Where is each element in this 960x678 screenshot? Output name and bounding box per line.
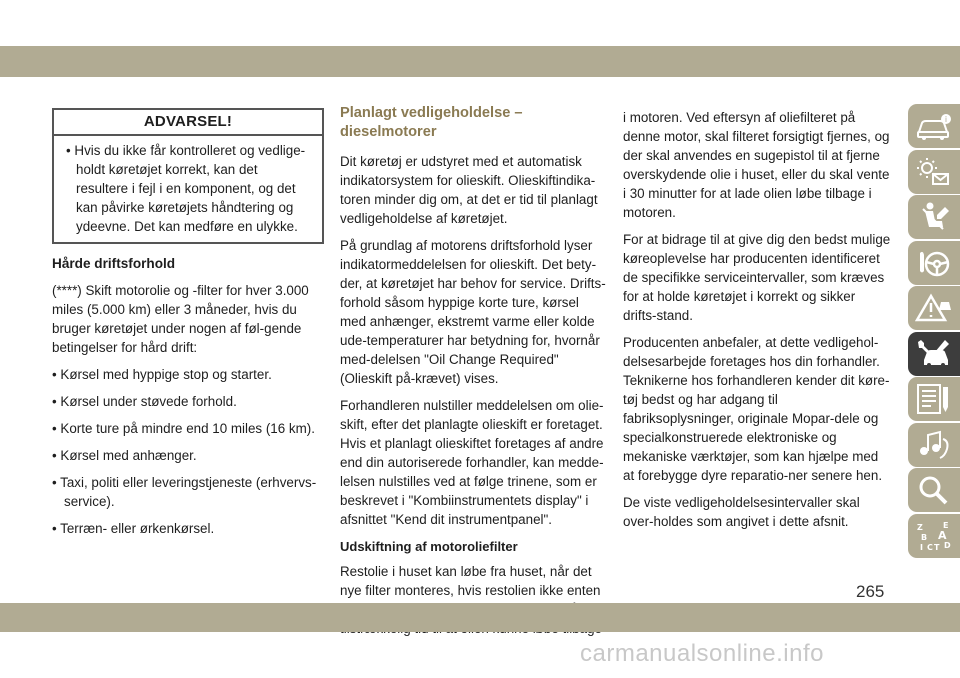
paragraph: De viste vedligeholdelsesintervaller skal over-holdes som angivet i dette afsnit. (623, 495, 860, 529)
paragraph: På grundlag af motorens driftsforhold lyser indikatormeddelelsen for olieskift. Det bety-der, at køretøjet har behov for service. Drifts-forhold såsom hyppige korte ture, kørsel med anhænger, ekstremt varme eller kolde ude-temperaturer har betydning for, hvornår med-delelsen "Oil Change Required" (Olieskift på-krævet) vises. (340, 238, 606, 386)
tab-car-info[interactable] (908, 104, 960, 148)
top-band (0, 46, 960, 77)
steering-wheel-icon (915, 247, 953, 279)
tab-multimedia[interactable] (908, 423, 960, 467)
column-middle (340, 105, 608, 646)
paragraph: Forhandleren nulstiller meddelelsen om olie-skift, efter det planlagte olieskift er foretaget. Hvis et planlagt olieskiftet foretages af andre end din autoriserede forhandler, kan medde-lelsen nulstilles ved at følge trinene, som er beskrevet i "Kombiinstrumentets display" i afsnittet "Kend dit instrumentpanel". (340, 398, 604, 527)
index-letter: A (938, 528, 947, 542)
warning-item: • Hvis du ikke får kontrolleret og vedlige-holdt køretøjet korrekt, kan det resultere i fejl i en komponent, og det kan påvirke køretøjets håndtering og ydeevne. Det kan medføre en ulykke. (66, 143, 306, 234)
seat-safety-icon (915, 201, 953, 233)
paragraph: Dit køretøj er udstyret med et automatisk indikatorsystem for olieskift. Olieskiftindika-toren minder dig om, at det er tid til planlagt vedligeholdelse af køretøjet. (340, 154, 598, 226)
list-item: • Terræn- eller ørkenkørsel. (52, 521, 215, 536)
list-item: • Kørsel med hyppige stop og starter. (52, 367, 272, 382)
warning-title: ADVARSEL! (54, 110, 322, 136)
paragraph: (****) Skift motorolie og -filter for hver 3.000 miles (5.000 km) eller 3 måneder, hvis du bruger køretøjet under nogen af føl-gende betingelser for hård drift: (52, 283, 309, 355)
index-letter: Z (917, 522, 923, 532)
tab-specifications[interactable] (908, 377, 960, 421)
index-letters-icon (915, 520, 953, 552)
section-heading-diesel: Planlagt vedligeholdelse – dieselmotorer (340, 105, 523, 140)
index-letter: E (943, 520, 949, 530)
paragraph: i motoren. Ved eftersyn af oliefilteret på denne motor, skal filteret forsigtigt fjernes, og der skal anvendes en sugepistol til at fjerne overskydende olie i huset, eller du skal vente i 30 minutter for at lade olien løbe tilbage i motoren. (623, 110, 890, 220)
paragraph: Producenten anbefaler, at dette vedligehol-delsesarbejde foretages hos din forhandler. Teknikerne hos forhandleren kender dit køre-tøj bedst og har adgang til fabriksoplysninger, originale Mopar-dele og specialkonstruerede elektroniske og mekaniske værktøjer, som kan hjælpe med at forebygge dyre reparatio-ner senere hen. (623, 335, 890, 483)
list-item: • Taxi, politi eller leveringstjeneste (erhvervs-service). (52, 475, 317, 509)
column-right (623, 108, 891, 539)
warning-triangle-icon (915, 292, 953, 324)
dashboard-lights-icon (915, 156, 953, 188)
specifications-list-icon (915, 383, 953, 415)
index-letter: C (927, 542, 933, 552)
tab-steering[interactable] (908, 241, 960, 285)
page-number: 265 (856, 582, 885, 601)
list-item: • Kørsel med anhænger. (52, 448, 197, 463)
bottom-band (0, 603, 960, 632)
index-letter: T (934, 542, 940, 552)
warning-body (54, 136, 322, 242)
tab-index[interactable] (908, 514, 960, 558)
column-left (52, 108, 324, 546)
index-letter: B (921, 532, 928, 542)
tab-warning[interactable] (908, 286, 960, 330)
index-letter: D (944, 540, 951, 550)
list-item: • Kørsel under støvede forhold. (52, 394, 237, 409)
multimedia-icon (915, 429, 953, 461)
index-letter: I (920, 542, 923, 552)
tab-dashboard-lights[interactable] (908, 150, 960, 194)
tab-seat-safety[interactable] (908, 195, 960, 239)
condition-list (52, 365, 324, 538)
svg-text:i: i (944, 115, 948, 124)
list-item: • Korte ture på mindre end 10 miles (16 km). (52, 421, 315, 436)
warning-box (52, 108, 324, 244)
car-info-icon (915, 110, 953, 142)
tab-search[interactable] (908, 468, 960, 512)
subheading-oil-filter: Udskiftning af motoroliefilter (340, 539, 518, 554)
search-icon (915, 474, 953, 506)
watermark: carmanualsonline.info (580, 640, 824, 667)
paragraph: For at bidrage til at give dig den bedst mulige køreoplevelse har producenten identificeret de specifikke serviceintervaller, som kræves for at holde køretøjet i korrekt og sikker drifts-stand. (623, 232, 891, 323)
tab-service[interactable] (908, 332, 960, 376)
service-tools-icon (915, 338, 953, 370)
section-heading-hard-conditions: Hårde driftsforhold (52, 256, 176, 271)
paragraph: Restolie i huset kan løbe fra huset, når det nye filter monteres, hvis restolien ikke enten (340, 564, 601, 598)
chapter-tabs (900, 104, 960, 559)
